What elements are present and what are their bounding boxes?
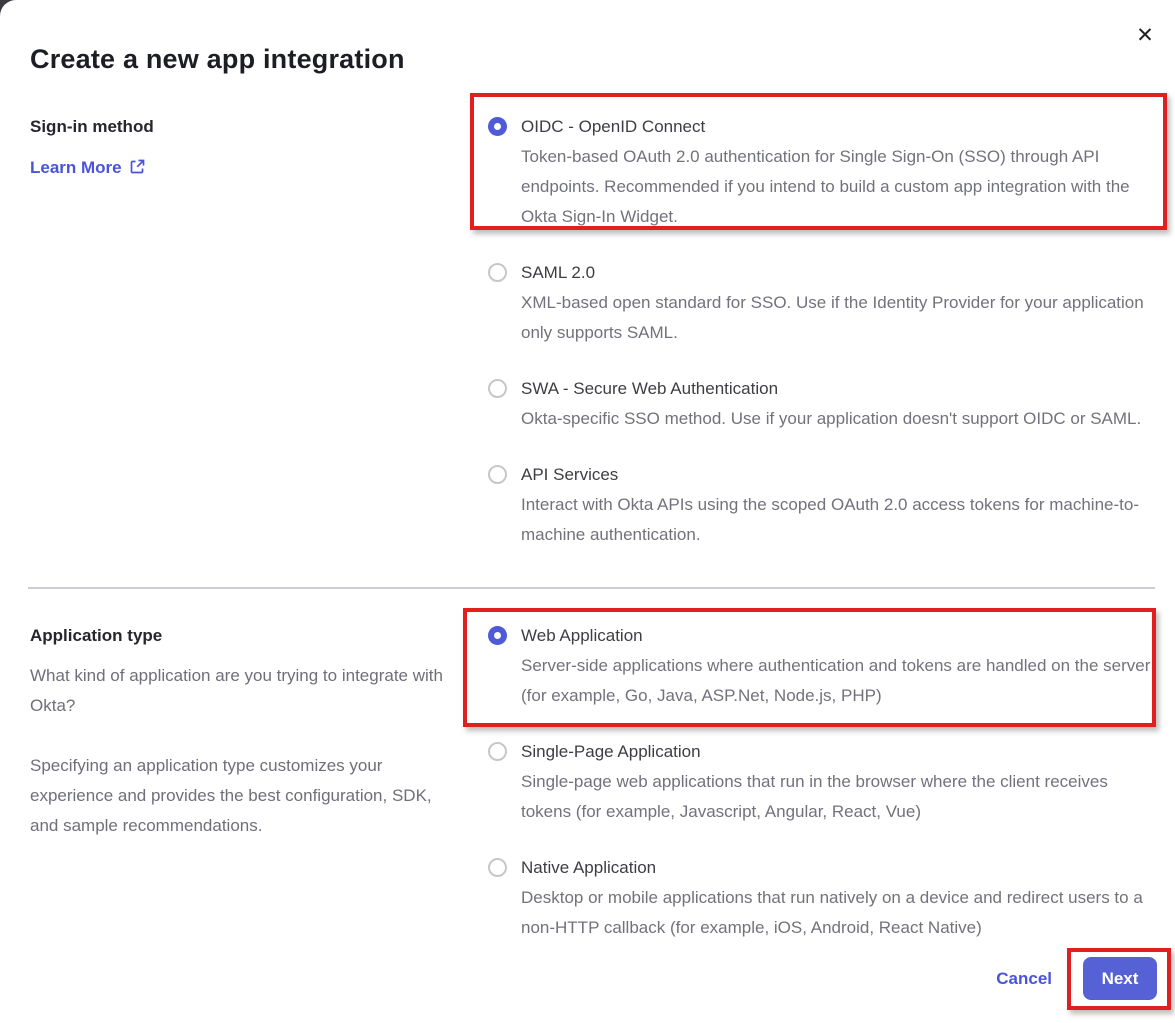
page-title: Create a new app integration	[30, 44, 405, 74]
signin-method-left-column	[30, 112, 458, 184]
radio-selected-icon[interactable]	[488, 117, 507, 136]
radio-option-oidc[interactable]	[488, 112, 1152, 232]
option-label[interactable]: SAML 2.0	[521, 263, 596, 282]
option-description: Single-page web applications that run in the browser where the client receives tokens (for example, Javascript, Angular, React, Vue)	[521, 772, 1108, 821]
option-description: XML-based open standard for SSO. Use if the Identity Provider for your application only supports SAML.	[521, 293, 1144, 342]
next-button[interactable]: Next	[1083, 957, 1157, 1000]
close-icon: ✕	[1136, 24, 1154, 47]
option-description: Okta-specific SSO method. Use if your application doesn't support OIDC or SAML.	[521, 409, 1142, 428]
radio-selected-icon[interactable]	[488, 626, 507, 645]
radio-option-swa[interactable]	[488, 374, 1152, 434]
close-button[interactable]	[1131, 22, 1159, 50]
radio-unselected-icon[interactable]	[488, 379, 507, 398]
option-description: Server-side applications where authentication and tokens are handled on the server (for example, Go, Java, ASP.Net, Node.js, PHP)	[521, 656, 1151, 705]
learn-more-label: Learn More	[30, 158, 122, 177]
radio-unselected-icon[interactable]	[488, 263, 507, 282]
option-label[interactable]: API Services	[521, 465, 619, 484]
option-label[interactable]: Web Application	[521, 626, 643, 645]
radio-option-web-application[interactable]	[488, 621, 1152, 711]
application-type-hint: Specifying an application type customizes your experience and provides the best configuration, SDK, and sample recommendations.	[30, 756, 432, 835]
option-label[interactable]: Single-Page Application	[521, 742, 701, 761]
radio-unselected-icon[interactable]	[488, 742, 507, 761]
radio-option-single-page-application[interactable]	[488, 737, 1152, 827]
option-description: Desktop or mobile applications that run natively on a device and redirect users to a non-HTTP callback (for example, iOS, Android, React Native)	[521, 888, 1143, 937]
external-link-icon	[130, 154, 145, 184]
learn-more-link[interactable]	[30, 152, 145, 184]
signin-method-label: Sign-in method	[30, 117, 154, 136]
radio-unselected-icon[interactable]	[488, 858, 507, 877]
application-type-label: Application type	[30, 626, 163, 645]
section-divider	[28, 587, 1155, 589]
radio-unselected-icon[interactable]	[488, 465, 507, 484]
radio-option-api-services[interactable]	[488, 460, 1152, 550]
application-type-question: What kind of application are you trying to integrate with Okta?	[30, 666, 443, 715]
radio-option-native-application[interactable]	[488, 853, 1152, 943]
radio-option-saml[interactable]	[488, 258, 1152, 348]
option-label[interactable]: Native Application	[521, 858, 657, 877]
application-type-left-column	[30, 621, 458, 871]
option-description: Interact with Okta APIs using the scoped OAuth 2.0 access tokens for machine-to-machine authentication.	[521, 495, 1139, 544]
dialog-footer	[996, 957, 1157, 1000]
option-label[interactable]: OIDC - OpenID Connect	[521, 117, 706, 136]
application-type-options	[488, 621, 1152, 969]
signin-method-options	[488, 112, 1152, 576]
cancel-link[interactable]: Cancel	[996, 968, 1052, 988]
option-description: Token-based OAuth 2.0 authentication for Single Sign-On (SSO) through API endpoints. Recommended if you intend to build a custom app integration with the Okta Sign-In Widget.	[521, 147, 1130, 226]
option-label[interactable]: SWA - Secure Web Authentication	[521, 379, 779, 398]
